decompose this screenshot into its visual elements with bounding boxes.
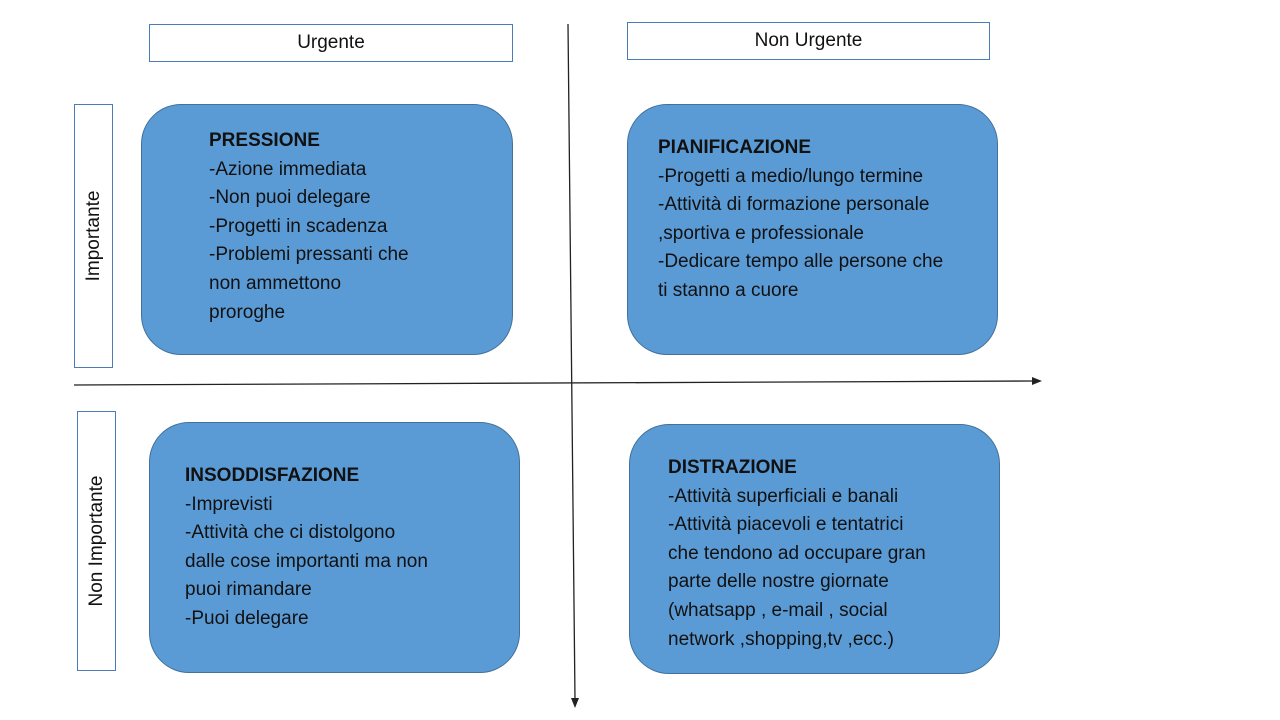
quadrant-line: network ,shopping,tv ,ecc.) [668, 628, 894, 650]
quadrant-line: -Imprevisti [185, 493, 273, 515]
quadrant-line: dalle cose importanti ma non [185, 550, 428, 572]
horizontal-axis-arrowhead [1032, 377, 1042, 385]
importante-label: Importante [82, 190, 104, 282]
quadrant-line: ti stanno a cuore [658, 279, 799, 301]
quadrant-line: -Dedicare tempo alle persone che [658, 251, 944, 273]
quadrant-line: -Attività di formazione personale [658, 194, 930, 216]
non-importante-header [77, 411, 116, 671]
quadrant-line: -Attività che ci distolgono [185, 522, 396, 544]
importante-header [74, 104, 113, 368]
non-urgente-header [627, 22, 990, 60]
urgente-header [149, 24, 513, 62]
quadrant-line: (whatsapp , e-mail , social [668, 599, 888, 621]
quadrant-line: -Puoi delegare [185, 607, 309, 629]
quadrant-line: -Non puoi delegare [209, 187, 371, 209]
quadrant-line: -Attività superficiali e banali [668, 485, 899, 507]
quadrant-pressione-text [209, 127, 409, 327]
quadrant-line: -Attività piacevoli e tentatrici [668, 514, 904, 536]
quadrant-line: proroghe [209, 301, 286, 323]
urgente-label: Urgente [297, 32, 365, 53]
quadrant-title: PIANIFICAZIONE [658, 137, 812, 158]
non-urgente-label: Non Urgente [754, 30, 863, 51]
quadrant-line: -Problemi pressanti che [209, 244, 409, 266]
quadrant-pianificazione-text [658, 134, 943, 306]
quadrant-line: -Progetti in scadenza [209, 215, 388, 237]
vertical-axis-arrowhead [571, 698, 579, 708]
quadrant-line: -Progetti a medio/lungo termine [658, 165, 924, 187]
quadrant-line: ,sportiva e professionale [658, 222, 864, 244]
horizontal-axis [74, 381, 1034, 385]
quadrant-line: non ammettono [209, 272, 342, 294]
quadrant-title: INSODDISFAZIONE [185, 465, 360, 486]
quadrant-line: che tendono ad occupare gran [668, 542, 926, 564]
quadrant-line: parte delle nostre giornate [668, 571, 889, 593]
quadrant-distrazione-text [668, 454, 926, 654]
quadrant-title: PRESSIONE [209, 130, 320, 151]
quadrant-insoddisfazione-text [185, 462, 428, 634]
non-importante-label: Non Importante [85, 475, 107, 607]
quadrant-title: DISTRAZIONE [668, 457, 797, 478]
quadrant-line: -Azione immediata [209, 158, 367, 180]
vertical-axis [568, 24, 575, 700]
quadrant-line: puoi rimandare [185, 579, 312, 601]
